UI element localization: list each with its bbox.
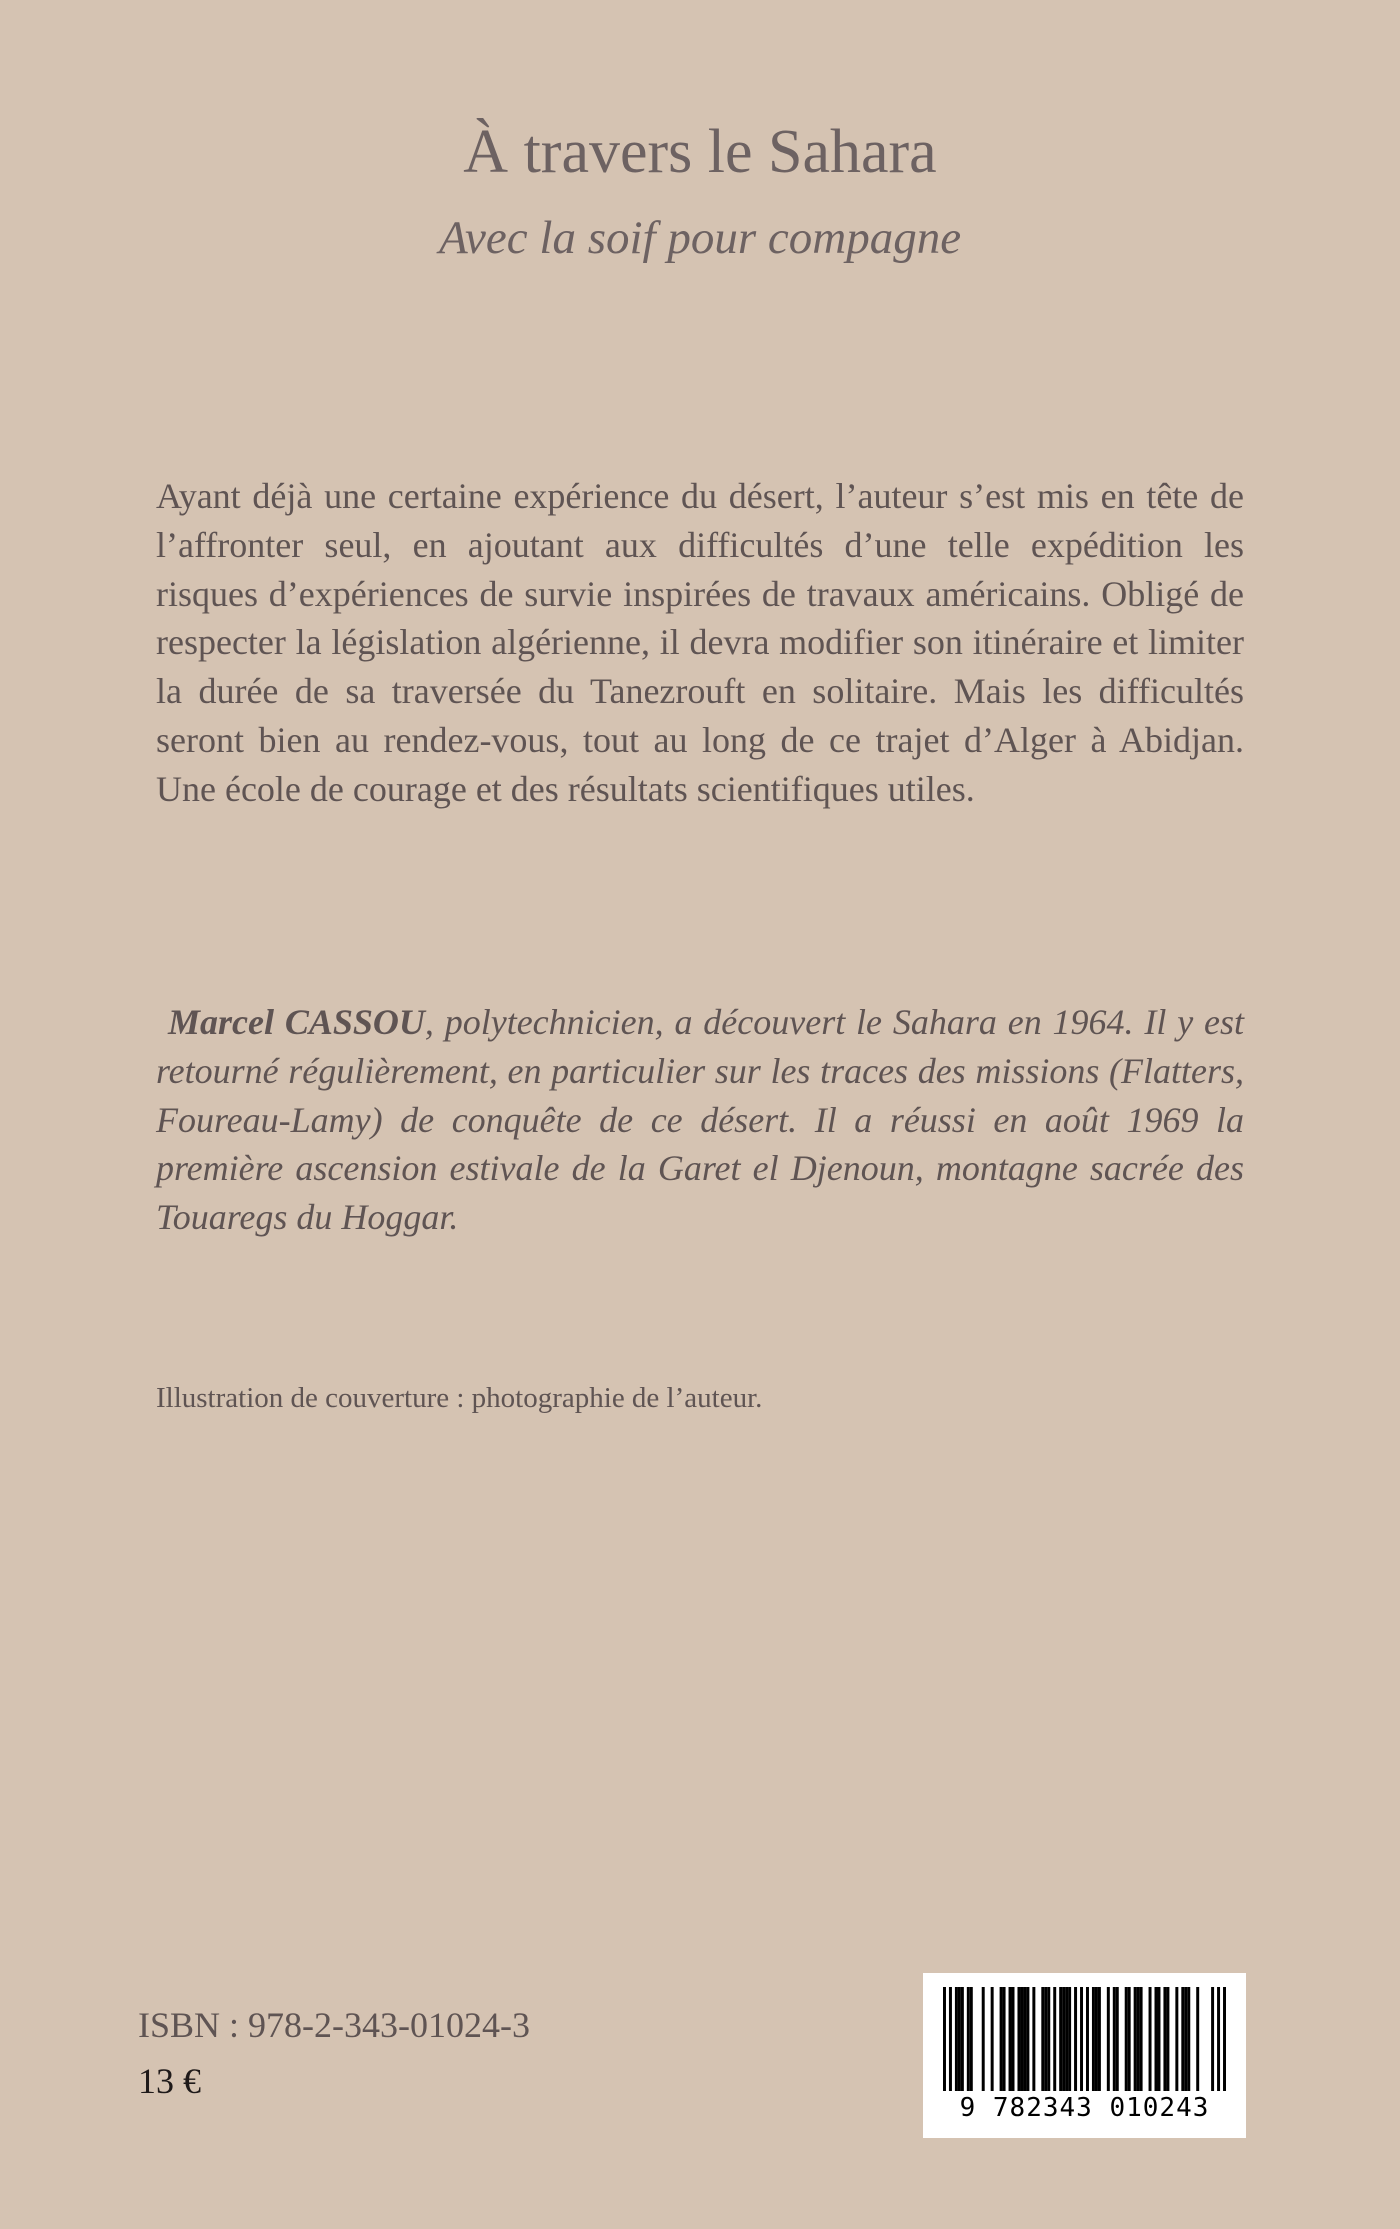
summary-paragraph: Ayant déjà une certaine expérience du désert, l’auteur s’est mis en tête de l’affronter seul, en ajoutant aux difficultés d’une telle expédition les risques d’expériences de survie inspirées de travaux américains. Obligé de respecter la législation algérienne, il devra modifier son itinéraire et limiter la durée de sa traversée du Tanezrouft en solitaire. Mais les difficultés seront bien au rendez-vous, tout au long de ce trajet d’Alger à Abidjan. Une école de courage et des résultats scientifiques utiles.: [156, 476, 1244, 809]
barcode-bar: [949, 1987, 952, 2091]
barcode-bar: [1009, 1987, 1012, 2091]
barcode-bar: [1003, 1987, 1006, 2091]
barcode-bar: [1026, 1987, 1029, 2091]
barcode-bar: [1074, 1987, 1077, 2091]
barcode-bar: [1053, 1987, 1056, 2091]
barcode-digits: 9 782343 010243: [959, 2093, 1210, 2123]
barcode-bar: [1166, 1987, 1169, 2091]
barcode-bar: [1175, 1987, 1178, 2091]
barcode-bar: [1041, 1987, 1044, 2091]
barcode-bar: [1163, 1987, 1166, 2091]
barcode-bar: [1107, 1987, 1110, 2091]
price: 13 €: [138, 2061, 201, 2101]
barcode-bar: [1032, 1987, 1035, 2091]
author-bio: [156, 998, 1244, 1242]
barcode-bar: [1012, 1987, 1015, 2091]
barcode-bar: [1217, 1987, 1220, 2091]
barcode-bar: [1140, 1987, 1143, 2091]
barcode-bar: [1116, 1987, 1119, 2091]
isbn: ISBN : 978-2-343-01024-3: [138, 2005, 530, 2045]
barcode-bar: [1062, 1987, 1065, 2091]
barcode-bar: [1020, 1987, 1023, 2091]
barcode-bar: [991, 1987, 994, 2091]
barcode: [923, 1973, 1246, 2138]
barcode-bar: [970, 1987, 973, 2091]
barcode-bar: [1065, 1987, 1068, 2091]
barcode-bar: [943, 1987, 946, 2091]
barcode-bar: [1134, 1987, 1137, 2091]
barcode-bar: [1187, 1987, 1190, 2091]
barcode-bars: [943, 1987, 1226, 2091]
author-name: Marcel CASSOU: [168, 1002, 425, 1042]
barcode-bar: [1149, 1987, 1152, 2091]
barcode-bar: [1184, 1987, 1187, 2091]
barcode-bar: [1137, 1987, 1140, 2091]
barcode-bar: [982, 1987, 985, 2091]
author-bio-text: , polytechnicien, a découvert le Sahara en 1964. Il y est retourné régulièrement, en particulier sur les traces des missions (Flatters, Foureau-Lamy) de conquête de ce désert. Il a réussi en août 1969 la première ascension estivale de la Garet el Djenoun, montagne sacrée des Touaregs du Hoggar.: [156, 1002, 1244, 1238]
book-title: À travers le Sahara: [463, 118, 937, 186]
barcode-bar: [1023, 1987, 1026, 2091]
barcode-bar: [967, 1987, 970, 2091]
barcode-bar: [1044, 1987, 1047, 2091]
barcode-bar: [1095, 1987, 1098, 2091]
book-subtitle: Avec la soif pour compagne: [438, 212, 962, 264]
barcode-bar: [1113, 1987, 1116, 2091]
barcode-bar: [955, 1987, 958, 2091]
barcode-bar: [1086, 1987, 1089, 2091]
cover-credit: Illustration de couverture : photographie de l’auteur.: [156, 1382, 763, 1414]
barcode-bar: [1068, 1987, 1071, 2091]
barcode-bar: [958, 1987, 961, 2091]
barcode-bar: [961, 1987, 964, 2091]
barcode-bar: [1017, 1987, 1020, 2091]
barcode-bar: [1080, 1987, 1083, 2091]
barcode-bar: [1223, 1987, 1226, 2091]
barcode-bar: [1157, 1987, 1160, 2091]
barcode-bar: [1211, 1987, 1214, 2091]
barcode-bar: [1047, 1987, 1050, 2091]
barcode-bar: [1181, 1987, 1184, 2091]
barcode-bar: [1196, 1987, 1199, 2091]
barcode-bar: [1000, 1987, 1003, 2091]
barcode-bar: [1059, 1987, 1062, 2091]
barcode-bar: [1098, 1987, 1101, 2091]
barcode-bar: [1155, 1987, 1158, 2091]
barcode-bar: [1125, 1987, 1128, 2091]
barcode-bar: [1128, 1987, 1131, 2091]
barcode-bar: [1092, 1987, 1095, 2091]
